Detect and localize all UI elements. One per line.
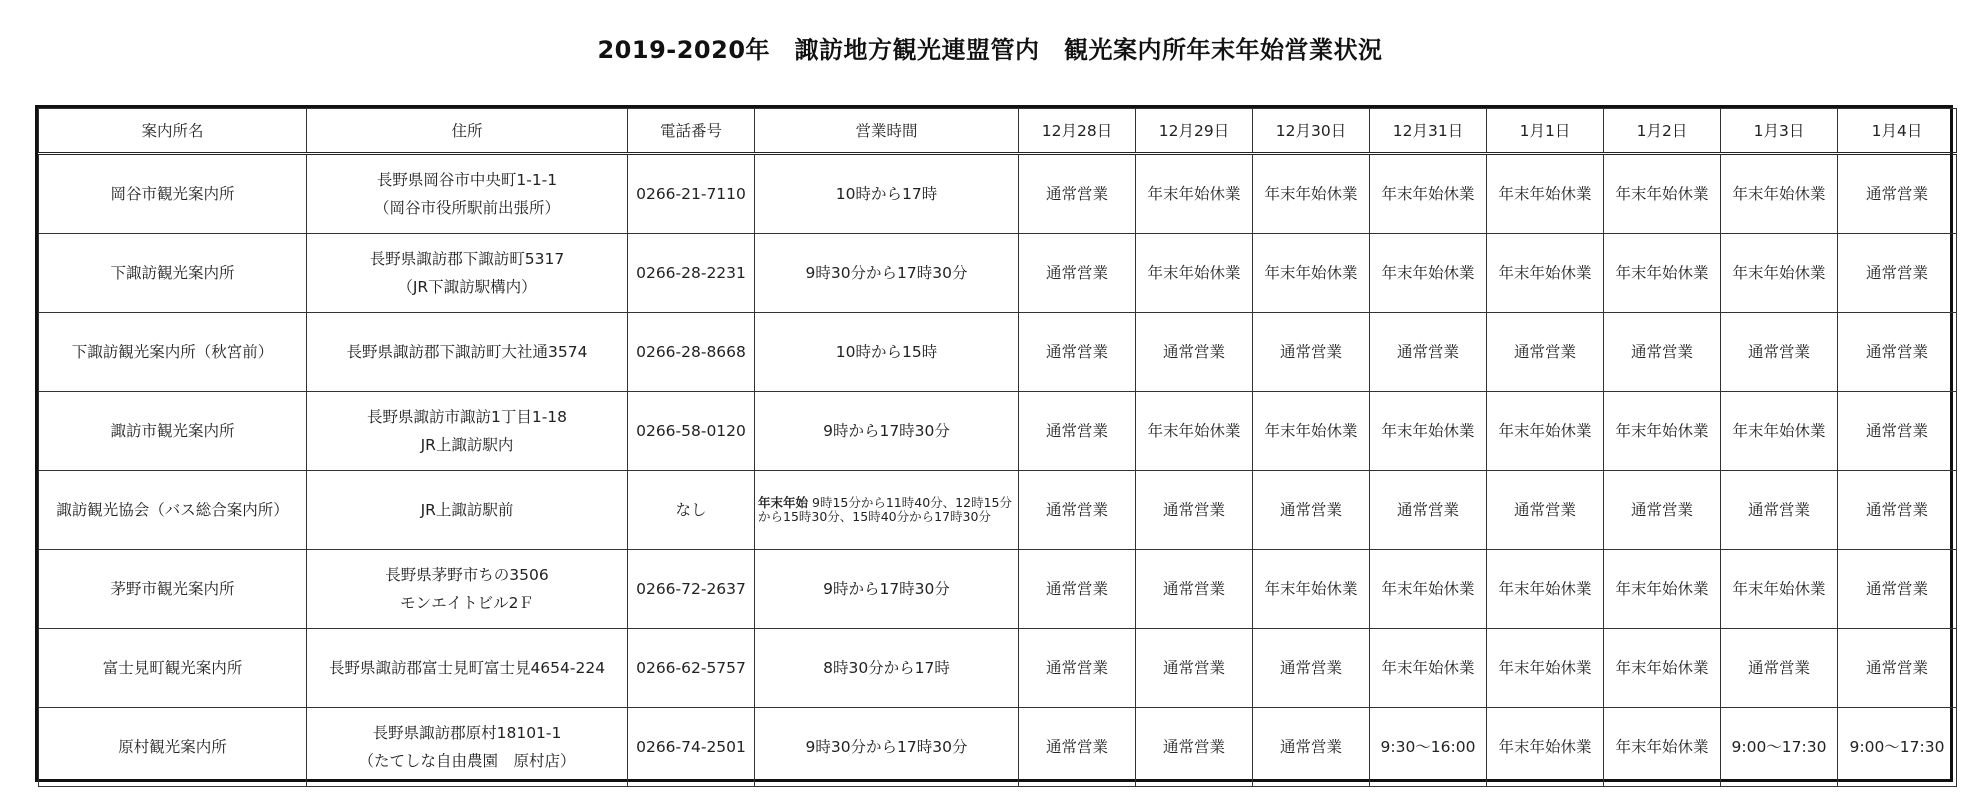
- office-name: 茅野市観光案内所: [39, 550, 307, 629]
- address-line: 長野県諏訪郡下諏訪町大社通3574: [346, 343, 588, 361]
- office-phone: 0266-21-7110: [628, 154, 755, 234]
- table-header-row: [39, 109, 1957, 154]
- header-jan3: 1月3日: [1721, 109, 1838, 154]
- header-dec31: 12月31日: [1370, 109, 1487, 154]
- status-jan4: 通常営業: [1838, 550, 1957, 629]
- status-jan2: 年末年始休業: [1604, 708, 1721, 787]
- header-hours: 営業時間: [755, 109, 1019, 154]
- status-dec30: 通常営業: [1253, 313, 1370, 392]
- office-phone: 0266-58-0120: [628, 392, 755, 471]
- table-row: [39, 154, 1957, 234]
- office-hours: 9時30分から17時30分: [755, 708, 1019, 787]
- address-line: JR上諏訪駅前: [420, 501, 514, 519]
- office-address: [307, 471, 628, 550]
- status-dec31: 通常営業: [1370, 313, 1487, 392]
- header-name: 案内所名: [39, 109, 307, 154]
- status-dec30: 年末年始休業: [1253, 154, 1370, 234]
- status-dec28: 通常営業: [1019, 550, 1136, 629]
- address-line: 長野県岡谷市中央町1-1-1: [376, 171, 558, 189]
- table-row: [39, 313, 1957, 392]
- status-dec31: 通常営業: [1370, 471, 1487, 550]
- status-jan4: 通常営業: [1838, 392, 1957, 471]
- header-dec28: 12月28日: [1019, 109, 1136, 154]
- address-line: （岡谷市役所駅前出張所）: [373, 199, 560, 217]
- status-dec31: 年末年始休業: [1370, 154, 1487, 234]
- office-phone: 0266-74-2501: [628, 708, 755, 787]
- status-dec29: 通常営業: [1136, 313, 1253, 392]
- status-jan1: 年末年始休業: [1487, 629, 1604, 708]
- status-dec31: 年末年始休業: [1370, 392, 1487, 471]
- office-phone: 0266-28-8668: [628, 313, 755, 392]
- office-hours: 9時から17時30分: [755, 392, 1019, 471]
- header-jan1: 1月1日: [1487, 109, 1604, 154]
- table-row: [39, 629, 1957, 708]
- status-dec28: 通常営業: [1019, 708, 1136, 787]
- office-hours: 10時から17時: [755, 154, 1019, 234]
- status-jan2: 年末年始休業: [1604, 392, 1721, 471]
- office-name: 下諏訪観光案内所: [39, 234, 307, 313]
- table-row: [39, 234, 1957, 313]
- address-line: 長野県諏訪郡富士見町富士見4654-224: [328, 659, 606, 677]
- table-row: [39, 708, 1957, 787]
- status-dec28: 通常営業: [1019, 471, 1136, 550]
- address-line: （JR下諏訪駅構内）: [397, 278, 537, 296]
- status-jan2: 通常営業: [1604, 471, 1721, 550]
- status-dec28: 通常営業: [1019, 313, 1136, 392]
- address-line: 長野県諏訪郡原村18101-1: [372, 724, 562, 742]
- header-jan2: 1月2日: [1604, 109, 1721, 154]
- status-jan3: 年末年始休業: [1721, 234, 1838, 313]
- header-phone: 電話番号: [628, 109, 755, 154]
- status-jan4: 通常営業: [1838, 154, 1957, 234]
- status-dec28: 通常営業: [1019, 234, 1136, 313]
- status-dec29: 通常営業: [1136, 471, 1253, 550]
- office-name: 諏訪観光協会（バス総合案内所）: [39, 471, 307, 550]
- status-jan3: 通常営業: [1721, 471, 1838, 550]
- status-jan1: 通常営業: [1487, 471, 1604, 550]
- status-jan4: 9:00～17:30: [1838, 708, 1957, 787]
- status-dec29: 通常営業: [1136, 708, 1253, 787]
- status-jan4: 通常営業: [1838, 629, 1957, 708]
- status-jan2: 年末年始休業: [1604, 234, 1721, 313]
- status-dec31: 9:30～16:00: [1370, 708, 1487, 787]
- office-address: [307, 313, 628, 392]
- status-jan3: 通常営業: [1721, 629, 1838, 708]
- status-jan4: 通常営業: [1838, 234, 1957, 313]
- office-hours: 8時30分から17時: [755, 629, 1019, 708]
- hours-label: 年末年始: [758, 495, 809, 510]
- office-hours: 10時から15時: [755, 313, 1019, 392]
- status-jan2: 通常営業: [1604, 313, 1721, 392]
- address-line: （たてしな自由農園 原村店）: [358, 752, 576, 770]
- header-dec30: 12月30日: [1253, 109, 1370, 154]
- office-name: 原村観光案内所: [39, 708, 307, 787]
- office-name: 富士見町観光案内所: [39, 629, 307, 708]
- status-jan3: 通常営業: [1721, 313, 1838, 392]
- header-address: 住所: [307, 109, 628, 154]
- status-dec31: 年末年始休業: [1370, 550, 1487, 629]
- office-hours: 9時から17時30分: [755, 550, 1019, 629]
- office-address: [307, 708, 628, 787]
- office-phone: 0266-62-5757: [628, 629, 755, 708]
- address-line: 長野県諏訪市諏訪1丁目1-18: [366, 408, 568, 426]
- status-dec31: 年末年始休業: [1370, 629, 1487, 708]
- table-row: [39, 392, 1957, 471]
- status-jan3: 年末年始休業: [1721, 392, 1838, 471]
- status-dec29: 通常営業: [1136, 629, 1253, 708]
- status-jan1: 年末年始休業: [1487, 154, 1604, 234]
- status-jan3: 9:00～17:30: [1721, 708, 1838, 787]
- office-address: [307, 392, 628, 471]
- status-dec30: 通常営業: [1253, 471, 1370, 550]
- status-dec29: 年末年始休業: [1136, 234, 1253, 313]
- status-dec28: 通常営業: [1019, 629, 1136, 708]
- office-hours: [755, 471, 1019, 550]
- status-dec29: 年末年始休業: [1136, 392, 1253, 471]
- office-hours: 9時30分から17時30分: [755, 234, 1019, 313]
- address-line: 長野県諏訪郡下諏訪町5317: [369, 250, 565, 268]
- status-dec28: 通常営業: [1019, 392, 1136, 471]
- status-dec28: 通常営業: [1019, 154, 1136, 234]
- status-jan4: 通常営業: [1838, 471, 1957, 550]
- office-name: 岡谷市観光案内所: [39, 154, 307, 234]
- address-line: 長野県茅野市ちの3506: [385, 566, 549, 584]
- office-phone: 0266-72-2637: [628, 550, 755, 629]
- status-dec29: 通常営業: [1136, 550, 1253, 629]
- page-title: 2019-2020年 諏訪地方観光連盟管内 観光案内所年末年始営業状況: [597, 36, 1383, 64]
- status-dec30: 年末年始休業: [1253, 392, 1370, 471]
- schedule-table: [38, 108, 1957, 787]
- status-jan1: 通常営業: [1487, 313, 1604, 392]
- header-dec29: 12月29日: [1136, 109, 1253, 154]
- status-dec31: 年末年始休業: [1370, 234, 1487, 313]
- header-jan4: 1月4日: [1838, 109, 1957, 154]
- status-jan4: 通常営業: [1838, 313, 1957, 392]
- status-jan1: 年末年始休業: [1487, 550, 1604, 629]
- status-jan3: 年末年始休業: [1721, 154, 1838, 234]
- status-jan2: 年末年始休業: [1604, 550, 1721, 629]
- hours-detail: 9時15分から11時40分、12時15分から15時30分、15時40分から17時30分: [758, 495, 1012, 524]
- office-address: [307, 234, 628, 313]
- status-jan1: 年末年始休業: [1487, 708, 1604, 787]
- office-address: [307, 154, 628, 234]
- office-name: 下諏訪観光案内所（秋宮前）: [39, 313, 307, 392]
- office-address: [307, 550, 628, 629]
- office-name: 諏訪市観光案内所: [39, 392, 307, 471]
- office-phone: なし: [628, 471, 755, 550]
- status-jan2: 年末年始休業: [1604, 629, 1721, 708]
- office-phone: 0266-28-2231: [628, 234, 755, 313]
- schedule-table-frame: [35, 105, 1953, 782]
- status-dec30: 通常営業: [1253, 708, 1370, 787]
- status-jan1: 年末年始休業: [1487, 234, 1604, 313]
- office-address: [307, 629, 628, 708]
- status-dec30: 通常営業: [1253, 629, 1370, 708]
- status-jan3: 年末年始休業: [1721, 550, 1838, 629]
- table-row: [39, 550, 1957, 629]
- address-line: JR上諏訪駅内: [420, 436, 514, 454]
- status-dec30: 年末年始休業: [1253, 234, 1370, 313]
- status-jan1: 年末年始休業: [1487, 392, 1604, 471]
- address-line: モンエイトビル2Ｆ: [400, 594, 534, 612]
- table-row: [39, 471, 1957, 550]
- status-dec29: 年末年始休業: [1136, 154, 1253, 234]
- status-dec30: 年末年始休業: [1253, 550, 1370, 629]
- status-jan2: 年末年始休業: [1604, 154, 1721, 234]
